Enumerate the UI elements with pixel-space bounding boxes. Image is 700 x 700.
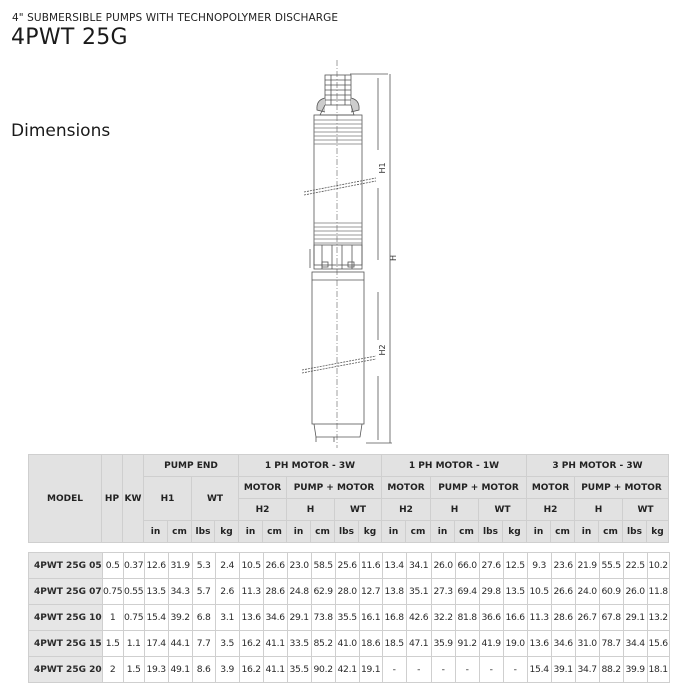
dimensions-table-body: [28, 552, 670, 683]
unit-in: in: [431, 521, 455, 543]
value-cell: 26.0: [623, 579, 647, 605]
unit-lbs: lbs: [192, 521, 215, 543]
header-wt: WT: [479, 499, 527, 521]
value-cell: 69.4: [455, 579, 479, 605]
header-motor: MOTOR: [382, 477, 431, 499]
unit-cm: cm: [599, 521, 623, 543]
value-cell: 9.3: [527, 553, 551, 579]
table-row: [29, 657, 670, 683]
value-cell: 15.6: [647, 631, 669, 657]
value-cell: 18.5: [382, 631, 406, 657]
pump-dimension-drawing: [290, 60, 410, 450]
value-cell: 15.4: [527, 657, 551, 683]
header-h2: H2: [527, 499, 575, 521]
value-cell: 90.2: [311, 657, 335, 683]
value-cell: 35.9: [431, 631, 455, 657]
dimension-label-h: H: [389, 254, 398, 262]
value-cell: 34.1: [406, 553, 431, 579]
value-cell: 25.6: [335, 553, 359, 579]
value-cell: 12.7: [359, 579, 382, 605]
value-cell: 39.1: [551, 657, 575, 683]
header-wt: WT: [335, 499, 382, 521]
value-cell: 91.2: [455, 631, 479, 657]
value-cell: 10.5: [527, 579, 551, 605]
unit-cm: cm: [263, 521, 287, 543]
value-cell: 81.8: [455, 605, 479, 631]
header-h2: H2: [239, 499, 287, 521]
unit-cm: cm: [311, 521, 335, 543]
value-cell: 26.0: [431, 553, 455, 579]
value-cell: 0.55: [123, 579, 144, 605]
value-cell: 2: [102, 657, 123, 683]
value-cell: 66.0: [455, 553, 479, 579]
value-cell: 10.5: [239, 553, 263, 579]
header-group-pump-end: PUMP END: [144, 455, 239, 477]
value-cell: 0.75: [123, 605, 144, 631]
value-cell: 26.7: [575, 605, 599, 631]
value-cell: 41.9: [479, 631, 503, 657]
value-cell: 34.3: [168, 579, 192, 605]
value-cell: 16.8: [382, 605, 406, 631]
value-cell: 17.4: [144, 631, 168, 657]
value-cell: 13.6: [239, 605, 263, 631]
header-pump-motor: PUMP + MOTOR: [575, 477, 669, 499]
table-row: [29, 579, 670, 605]
unit-in: in: [144, 521, 168, 543]
value-cell: 11.8: [647, 579, 669, 605]
model-cell: 4PWT 25G 20: [29, 657, 103, 683]
value-cell: 44.1: [168, 631, 192, 657]
unit-kg: kg: [503, 521, 527, 543]
header-motor: MOTOR: [527, 477, 575, 499]
header-wt: WT: [623, 499, 669, 521]
header-motor: MOTOR: [239, 477, 287, 499]
value-cell: 16.6: [503, 605, 527, 631]
model-cell: 4PWT 25G 10: [29, 605, 103, 631]
value-cell: 23.6: [551, 553, 575, 579]
value-cell: 11.3: [527, 605, 551, 631]
value-cell: 13.2: [647, 605, 669, 631]
value-cell: 6.8: [192, 605, 215, 631]
value-cell: 33.5: [287, 631, 311, 657]
value-cell: 36.6: [479, 605, 503, 631]
value-cell: 1: [102, 605, 123, 631]
value-cell: 31.0: [575, 631, 599, 657]
header-group-1ph-3w: 1 PH MOTOR - 3W: [239, 455, 382, 477]
value-cell: 3.9: [215, 657, 239, 683]
unit-cm: cm: [455, 521, 479, 543]
value-cell: 29.1: [623, 605, 647, 631]
dimensions-table-header: [28, 454, 669, 543]
subtitle: 4" SUBMERSIBLE PUMPS WITH TECHNOPOLYMER DISCHARGE: [12, 12, 339, 24]
value-cell: 31.9: [168, 553, 192, 579]
header-pump-motor: PUMP + MOTOR: [431, 477, 527, 499]
value-cell: 21.9: [575, 553, 599, 579]
unit-kg: kg: [647, 521, 669, 543]
value-cell: 16.2: [239, 657, 263, 683]
value-cell: 39.9: [623, 657, 647, 683]
value-cell: 28.6: [263, 579, 287, 605]
unit-kg: kg: [359, 521, 382, 543]
value-cell: 24.8: [287, 579, 311, 605]
value-cell: 22.5: [623, 553, 647, 579]
value-cell: 8.6: [192, 657, 215, 683]
value-cell: -: [382, 657, 406, 683]
value-cell: 28.6: [551, 605, 575, 631]
value-cell: 34.7: [575, 657, 599, 683]
unit-in: in: [239, 521, 263, 543]
value-cell: -: [479, 657, 503, 683]
value-cell: 62.9: [311, 579, 335, 605]
value-cell: 18.6: [359, 631, 382, 657]
value-cell: 41.0: [335, 631, 359, 657]
value-cell: 1.5: [123, 657, 144, 683]
header-pump-motor: PUMP + MOTOR: [287, 477, 382, 499]
value-cell: 41.1: [263, 657, 287, 683]
page-title: 4PWT 25G: [11, 25, 128, 50]
value-cell: 11.3: [239, 579, 263, 605]
value-cell: 12.6: [144, 553, 168, 579]
unit-lbs: lbs: [335, 521, 359, 543]
unit-cm: cm: [406, 521, 431, 543]
value-cell: 29.8: [479, 579, 503, 605]
value-cell: 42.1: [335, 657, 359, 683]
value-cell: 67.8: [599, 605, 623, 631]
value-cell: 10.2: [647, 553, 669, 579]
value-cell: 13.5: [503, 579, 527, 605]
header-wt: WT: [192, 477, 239, 521]
value-cell: 16.1: [359, 605, 382, 631]
table-row: [29, 631, 670, 657]
table-row: [29, 605, 670, 631]
unit-in: in: [575, 521, 599, 543]
header-group-3ph-3w: 3 PH MOTOR - 3W: [527, 455, 669, 477]
value-cell: -: [431, 657, 455, 683]
header-h1: H1: [144, 477, 192, 521]
unit-lbs: lbs: [623, 521, 647, 543]
unit-kg: kg: [215, 521, 239, 543]
value-cell: 35.5: [335, 605, 359, 631]
value-cell: 3.1: [215, 605, 239, 631]
value-cell: 1.1: [123, 631, 144, 657]
unit-cm: cm: [168, 521, 192, 543]
value-cell: 16.2: [239, 631, 263, 657]
value-cell: 27.6: [479, 553, 503, 579]
value-cell: 12.5: [503, 553, 527, 579]
header-kw: KW: [123, 455, 144, 543]
table-row: [29, 553, 670, 579]
value-cell: 7.7: [192, 631, 215, 657]
value-cell: 19.0: [503, 631, 527, 657]
unit-lbs: lbs: [479, 521, 503, 543]
value-cell: 42.6: [406, 605, 431, 631]
value-cell: 13.5: [144, 579, 168, 605]
value-cell: 41.1: [263, 631, 287, 657]
dimension-label-h1: H1: [378, 162, 387, 174]
header-h: H: [287, 499, 335, 521]
value-cell: 34.6: [551, 631, 575, 657]
value-cell: 29.1: [287, 605, 311, 631]
dimension-label-h2: H2: [378, 344, 387, 356]
value-cell: 23.0: [287, 553, 311, 579]
value-cell: 19.3: [144, 657, 168, 683]
value-cell: 39.2: [168, 605, 192, 631]
value-cell: 13.4: [382, 553, 406, 579]
value-cell: 73.8: [311, 605, 335, 631]
value-cell: 27.3: [431, 579, 455, 605]
value-cell: 88.2: [599, 657, 623, 683]
section-title: Dimensions: [11, 121, 111, 141]
unit-in: in: [527, 521, 551, 543]
unit-cm: cm: [551, 521, 575, 543]
header-group-1ph-1w: 1 PH MOTOR - 1W: [382, 455, 527, 477]
value-cell: 3.5: [215, 631, 239, 657]
unit-in: in: [287, 521, 311, 543]
value-cell: 55.5: [599, 553, 623, 579]
value-cell: 26.6: [551, 579, 575, 605]
header-h2: H2: [382, 499, 431, 521]
value-cell: 58.5: [311, 553, 335, 579]
value-cell: 0.37: [123, 553, 144, 579]
value-cell: 13.6: [527, 631, 551, 657]
value-cell: -: [455, 657, 479, 683]
value-cell: 34.6: [263, 605, 287, 631]
header-h: H: [431, 499, 479, 521]
value-cell: 5.7: [192, 579, 215, 605]
header-h: H: [575, 499, 623, 521]
value-cell: 35.1: [406, 579, 431, 605]
value-cell: 85.2: [311, 631, 335, 657]
value-cell: 2.4: [215, 553, 239, 579]
value-cell: 13.8: [382, 579, 406, 605]
value-cell: 1.5: [102, 631, 123, 657]
value-cell: 78.7: [599, 631, 623, 657]
value-cell: 34.4: [623, 631, 647, 657]
value-cell: 35.5: [287, 657, 311, 683]
value-cell: 47.1: [406, 631, 431, 657]
header-model: MODEL: [29, 455, 102, 543]
value-cell: 32.2: [431, 605, 455, 631]
value-cell: 5.3: [192, 553, 215, 579]
model-cell: 4PWT 25G 07: [29, 579, 103, 605]
value-cell: 19.1: [359, 657, 382, 683]
model-cell: 4PWT 25G 05: [29, 553, 103, 579]
header-hp: HP: [102, 455, 123, 543]
unit-in: in: [382, 521, 406, 543]
value-cell: 2.6: [215, 579, 239, 605]
value-cell: 0.75: [102, 579, 123, 605]
value-cell: 49.1: [168, 657, 192, 683]
value-cell: -: [503, 657, 527, 683]
value-cell: 26.6: [263, 553, 287, 579]
value-cell: 28.0: [335, 579, 359, 605]
model-cell: 4PWT 25G 15: [29, 631, 103, 657]
value-cell: 0.5: [102, 553, 123, 579]
value-cell: 24.0: [575, 579, 599, 605]
value-cell: -: [406, 657, 431, 683]
value-cell: 18.1: [647, 657, 669, 683]
value-cell: 11.6: [359, 553, 382, 579]
value-cell: 15.4: [144, 605, 168, 631]
value-cell: 60.9: [599, 579, 623, 605]
